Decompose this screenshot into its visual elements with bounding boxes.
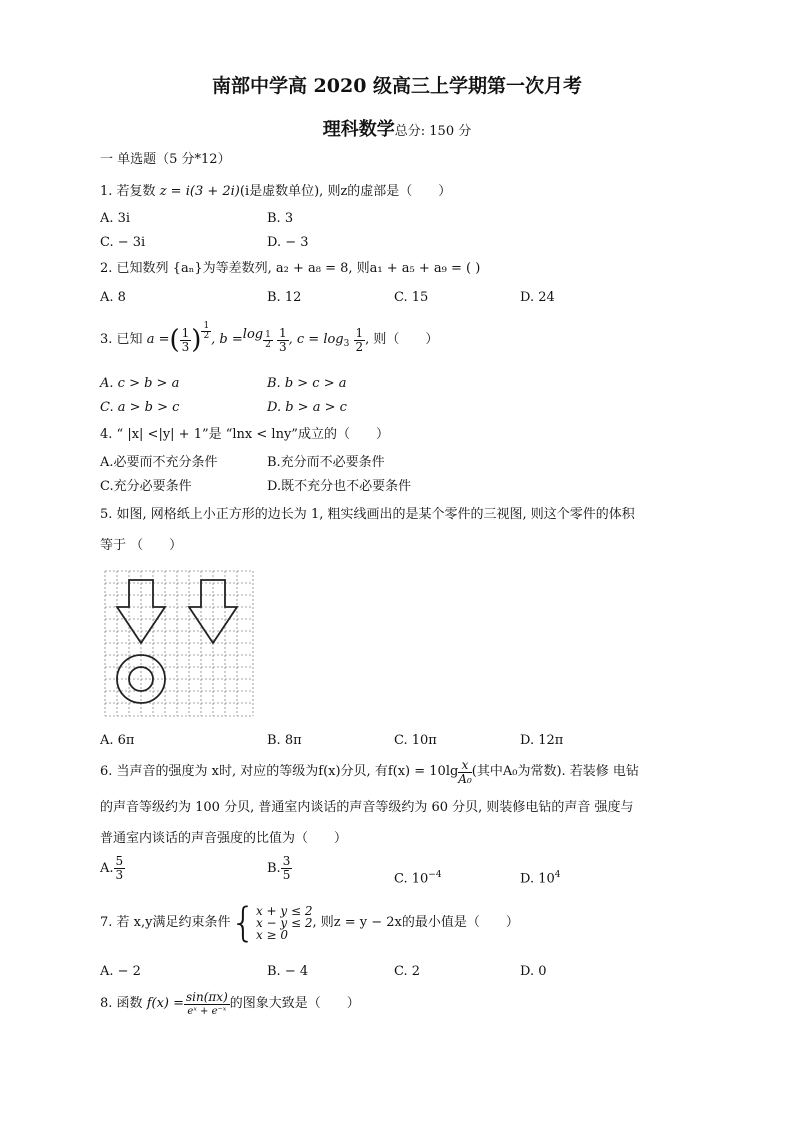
q6-option-d[interactable]: D. $10^4$	[520, 870, 561, 887]
q6-option-a[interactable]: A. $\frac{5}{3}$	[100, 854, 124, 882]
question-2-stem: 2. 已知数列 {aₙ}为等差数列, a₂ + a₈ = 8, 则a₁ + a₅ + a₉ = ( )	[100, 261, 481, 276]
exam-subtitle	[0, 115, 794, 141]
question-4-stem: 4. “ |x| <|y| + 1”是 “lnx < lny”成立的（ ）	[100, 427, 389, 442]
q7-option-a[interactable]: A. − 2	[100, 964, 141, 979]
question-5-stem-line2: 等于 （ ）	[100, 538, 183, 553]
q3-option-b[interactable]: B. b > c > a	[267, 376, 347, 391]
b-argument: $\frac{1}{3}$	[278, 325, 287, 354]
q4-option-c[interactable]: C.充分必要条件	[100, 479, 192, 494]
q7-option-d[interactable]: D. 0	[520, 964, 547, 979]
q6-option-b[interactable]: B. $\frac{3}{5}$	[267, 854, 291, 882]
q3-option-d[interactable]: D. b > a > c	[267, 400, 347, 415]
q2-option-d[interactable]: D. 24	[520, 290, 555, 305]
q1-option-d[interactable]: D. − 3	[267, 235, 309, 250]
q7-option-c[interactable]: C. 2	[394, 964, 421, 979]
function-fraction: $\frac{\sin(\pi x)}{\text{eˣ + e⁻ˣ}}$	[186, 989, 228, 1017]
left-brace: {	[230, 900, 256, 946]
q1-option-c[interactable]: C. − 3i	[100, 235, 146, 250]
constraint-system: x + y ≤ 2 x − y ≤ 2 x ≥ 0	[255, 904, 313, 942]
q1-option-b[interactable]: B. 3	[267, 211, 294, 226]
exam-title: 南部中学高 2020 级高三上学期第一次月考	[211, 75, 583, 97]
total-score: 总分: 150 分	[394, 124, 472, 139]
three-view-figure	[104, 570, 254, 718]
q7-option-b[interactable]: B. − 4	[267, 964, 309, 979]
question-6-stem: 6. 当声音的强度为 x时, 对应的等级为f(x)分贝, 有f(x) = 10lg $\frac{x}{\text{A₀}}$ (其中A₀为常数). 若装修 电钻	[100, 757, 639, 786]
q5-option-b[interactable]: B. 8π	[267, 733, 302, 748]
c-argument: $\frac{1}{2}$	[355, 325, 364, 354]
q2-option-b[interactable]: B. 12	[267, 290, 302, 305]
q4-option-d[interactable]: D.既不充分也不必要条件	[267, 479, 412, 494]
ratio-fraction: $\frac{x}{\text{A₀}}$	[458, 757, 472, 786]
question-6-stem-line3: 普通室内谈话的声音强度的比值为（ ）	[100, 831, 348, 846]
question-7-stem: 7. 若 x,y满足约束条件 { x + y ≤ 2 x − y ≤ 2 x ≥ 0 , 则z = y − 2x的最小值是（ ）	[100, 900, 519, 946]
question-1-stem: 1. 若复数 z = i(3 + 2i)(i是虚数单位), 则z的虚部是（ ）	[100, 184, 452, 199]
q6-option-c[interactable]: C. $10^{-4}$	[394, 870, 442, 887]
subject-label: 理科数学	[322, 119, 395, 140]
b-log-base: $\frac{1}{2}$	[265, 329, 271, 350]
q2-option-a[interactable]: A. 8	[100, 290, 126, 305]
section-heading: 一 单选题（5 分*12）	[100, 152, 231, 167]
q5-option-a[interactable]: A. 6π	[100, 733, 135, 748]
q5-option-d[interactable]: D. 12π	[520, 733, 564, 748]
q4-option-b[interactable]: B.充分而不必要条件	[267, 455, 385, 470]
a-base-fraction: $\frac{1}{3}$	[181, 325, 190, 354]
q5-option-c[interactable]: C. 10π	[394, 733, 437, 748]
question-8-stem: 8. 函数 f(x) = $\frac{\sin(\pi x)}{\text{eˣ + e⁻ˣ}}$ 的图象大致是（ ）	[100, 989, 360, 1017]
a-exponent: $\frac{1}{2}$	[203, 320, 210, 341]
q2-option-c[interactable]: C. 15	[394, 290, 429, 305]
q4-option-a[interactable]: A.必要而不充分条件	[100, 455, 218, 470]
grid-lines	[105, 571, 253, 716]
question-3-stem: 3. 已知 a = ( $\frac{1}{3}$ ) $\frac{1}{2}$ , b = log $\frac{1}{2}$ $\frac{1}{3}$ , c = log 3 $\frac{1}{2}$ , 则（ ）	[100, 320, 439, 355]
q3-option-a[interactable]: A. c > b > a	[100, 376, 180, 391]
q1-option-a[interactable]: A. 3i	[100, 211, 131, 226]
question-6-stem-line2: 的声音等级约为 100 分贝, 普通室内谈话的声音等级约为 60 分贝, 则装修电钻的声音 强度与	[100, 800, 634, 815]
question-5-stem: 5. 如图, 网格纸上小正方形的边长为 1, 粗实线画出的是某个零件的三视图, 则这个零件的体积	[100, 507, 635, 522]
q3-option-c[interactable]: C. a > b > c	[100, 400, 180, 415]
